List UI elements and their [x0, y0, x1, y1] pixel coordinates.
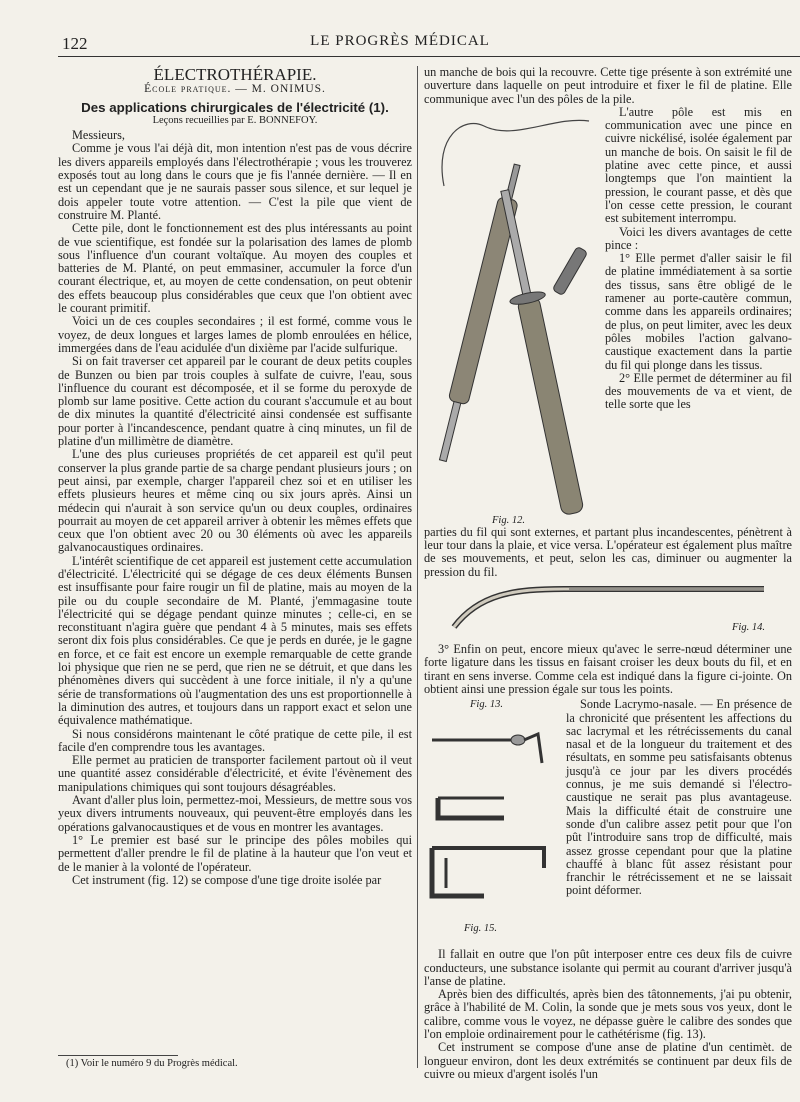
figure-caption: Fig. 14. — [732, 622, 765, 634]
paragraph: Si nous considérons maintenant le côté pratique de cette pile, il est facile d'en comprendre tous les avantages. — [58, 726, 412, 754]
header-rule — [58, 56, 800, 57]
figure-caption: Fig. 12. — [492, 514, 525, 526]
paragraph: 1° Le premier est basé sur le principe des pôles mobiles qui permettent d'aller prendre le fil de platine à la hauteur que l'on veut et de le manier à la volonté de l'opérateur. — [58, 832, 412, 874]
paragraph: Voici un de ces couples secondaires ; il est formé, comme vous le voyez, de deux longues et larges lames de plomb enroulées en hélice, immergées dans de l'eau acidulée d'un dixième par l'acide sulfurique. — [58, 314, 412, 355]
paragraph: L'autre pôle est mis en communication avec une pince en cuivre nickélisé, isolée également par un manche de bois. On saisit le fil de platine avec cette pince, et aussi longtemps que l'on maintient la pression, le courant passe, et dès que l'on cesse cette pression, le courant est subitement interrompu. — [605, 104, 792, 226]
right-column — [424, 66, 792, 1081]
paragraph: Cet instrument se compose d'une anse de platine d'un centimèt. de longueur environ, dont les deux extrémités se continuent par deux fils de cuivre ou mieux d'argent isolés l'un — [424, 1040, 792, 1081]
running-title: LE PROGRÈS MÉDICAL — [310, 33, 490, 49]
paragraph: L'intérêt scientifique de cet appareil est justement cette accumulation d'électricité. L'électricité qui se dégage de ces deux éléments Bunsen est insuffisante pour faire rougir un fil de platine, mais au moyen de la pile ou du couple secondaire de M. Planté, j'emmagasine toute l'électricité qui se dégage pendant quinze minutes ; celle-ci, en se reconstituant n'agira guère que pendant 4 à 5 minutes, mais ses effets seront dix fois plus considérables. Ce que je perds en durée, je le gagne en force, et ce fait est encore un exemple remarquable de cette grande loi physique que rien ne se perd, que rien ne se détruit, et que dans les phénomènes divers qui succèdent à une force initiale, il n'y a qu'une série de transformations où l'augmentation des uns est proportionnelle à la diminution des autres, et toujours dans un rapport exact et selon une équivalence mathématique. — [58, 553, 412, 728]
paragraph: Elle permet au praticien de transporter facilement partout où il veut une quantité assez considérable d'électricité, et évite l'évènement des manipulations chimiques qui sont toujours désagréables. — [58, 753, 412, 794]
paragraph: Après bien des difficultés, après bien des tâtonnements, j'ai pu obtenir, grâce à l'habilité de M. Colin, la sonde que je mets sous vos yeux, dont le calibre, comme vous le voyez, ne dépasse guère le calibre des sondes que l'on emploie ordinairement pour le cathétérisme (fig. 13). — [424, 987, 792, 1042]
section-title: ÉLECTROTHÉRAPIE. — [153, 65, 317, 84]
footnote-rule — [58, 1055, 178, 1056]
paragraph: Cet instrument (fig. 12) se compose d'une tige droite isolée par — [72, 872, 382, 887]
figure-caption: Fig. 15. — [464, 923, 497, 935]
byline: Leçons recueillies par E. BONNEFOY. — [152, 114, 318, 126]
page-number: 122 — [62, 34, 88, 53]
left-column — [58, 65, 412, 887]
figure-12 — [424, 106, 599, 526]
paragraph: un manche de bois qui la recouvre. Cette tige présente à son extrémité une ouverture dans laquelle on peut introduire et fixer le fil de platine. Elle communique avec l'un des pôles de la pile. — [424, 65, 792, 106]
paragraph: Avant d'aller plus loin, permettez-moi, Messieurs, de mettre sous vos yeux divers intruments nouveaux, qui peuvent-être employés dans les opérations galvanocaustiques et de vous en montrer les avantages. — [58, 793, 412, 834]
paragraph: Messieurs, — [72, 128, 125, 143]
lacrymo-nasal-sound-illustration — [424, 698, 562, 948]
paragraph: 3° Enfin on peut, encore mieux qu'avec le serre-nœud déterminer une forte ligature dans les tissus en faisant croiser les deux bouts du fil, et en tirant en sens inverse. Comme cela est indiqué dans la figure ci-jointe. On obtient ainsi une pression égale sur tous les points. — [424, 642, 792, 696]
paragraph: Voici les divers avantages de cette pince : — [605, 224, 792, 252]
figure-14 — [424, 579, 792, 643]
paragraph: parties du fil qui sont externes, et partant plus incandescentes, pénètrent à leur tour dans la plaie, et vice versa. L'opérateur est également plus maître de ses mouvements, et peut, selon les cas, diminuer ou augmenter la pression du fil. — [424, 524, 792, 579]
paragraph: Il fallait en outre que l'on pût interposer entre ces deux fils de cuivre conducteurs, une substance isolante qui permit au courant d'arriver jusqu'à l'anse de platine. — [424, 947, 792, 988]
figures-13-15 — [424, 698, 562, 948]
article-title: Des applications chirurgicales de l'électricité (1). — [81, 99, 389, 115]
cautery-forceps-illustration — [424, 106, 599, 526]
paragraph: Sonde Lacrymo-nasale. — En présence de la chronicité que présentent les affections du sac lacrymal et les rétrécissements du canal nasal et de la longueur du traitement et des résultats, en somme peu satisfaisants obtenus jusqu'à ce jour par les divers procédés connus, je me suis demandé si l'électro-caustique ne serait pas plus avantageuse. Mais la difficulté était de construire une sonde d'un calibre assez petit pour que l'on pût l'introduire sans trop de difficulté, mais assez grosse cependant pour que la platine chauffé à blanc fût assez résistant pour franchir le rétrécissement et ne se laissait point déformer. — [566, 697, 792, 898]
paragraph: Comme je vous l'ai déjà dit, mon intention n'est pas de vous décrire les divers appareils employés dans l'électrothérapie ; vous les trouverez exposés tout au long dans le cours que je fis l'année dernière. — Il en est un cependant que je ne saurais passer sous silence, et sur lequel je dois appeler toute votre attention. — C'est la pile que vient de construire M. Planté. — [58, 141, 412, 222]
figure-caption: Fig. 13. — [470, 699, 503, 711]
column-divider — [417, 66, 418, 1068]
page-header — [0, 0, 800, 62]
school-line: École pratique. — M. ONIMUS. — [144, 83, 326, 96]
footnote: (1) Voir le numéro 9 du Progrès médical. — [66, 1058, 238, 1069]
paragraph: Cette pile, dont le fonctionnement est des plus intéressants au point de vue scientifique, est fondée sur la polarisation des lames de plomb sous l'influence d'un courant voltaïque. Au moyen des couples et batteries de M. Planté, on peut emmasiner, accumuler la force d'un courant électrique, et, au moyen de cette condensation, on peut obtenir des effets beaucoup plus considérables que ceux que l'on obtient avec le courant primitif. — [58, 221, 412, 316]
paragraph: 2° Elle permet de déterminer au fil des mouvements de va et vient, de telle sorte que les — [605, 370, 792, 412]
paragraph: Si on fait traverser cet appareil par le courant de deux petits couples de Bunzen ou bien par trois couples à sulfate de cuivre, l'eau, sous l'influence du courant est décomposée, et il se forme du peroxyde de plomb sur lame positive. Cette action du courant s'accumule et au bout de dix minutes la quantité d'électricité ainsi condensée est suffisante pour porter à l'incandescence, pendant quatre à cinq minutes, un fil de platine d'un millimètre de diamètre. — [58, 354, 412, 449]
paragraph: L'une des plus curieuses propriétés de cet appareil est qu'il peut conserver la plus grande partie de sa charge pendant plusieurs jours ; on peut ainsi, par exemple, charger l'appareil chez soi et en utiliser les effets plusieurs heures et même cinq ou six jours après. Ainsi un médecin qui n'aurait à son service qu'un ou deux couples, ordinaires pourrait au moyen de cet appareil arriver à obtenir les mêmes effets que ceux que l'on obtient avec 20 ou 30 éléments où avec les appareils galvanocaustiques ordinaires. — [58, 447, 412, 555]
paragraph: 1° Elle permet d'aller saisir le fil de platine immédiatement à sa sortie des tissus, sans être obligé de le ramener au porte-cautère commun, comme dans les appareils ordinaires; de plus, on peut limiter, avec les deux pôles mobiles l'action galvano-caustique exactement dans la partie du fil qui plonge dans les tissus. — [605, 251, 792, 372]
